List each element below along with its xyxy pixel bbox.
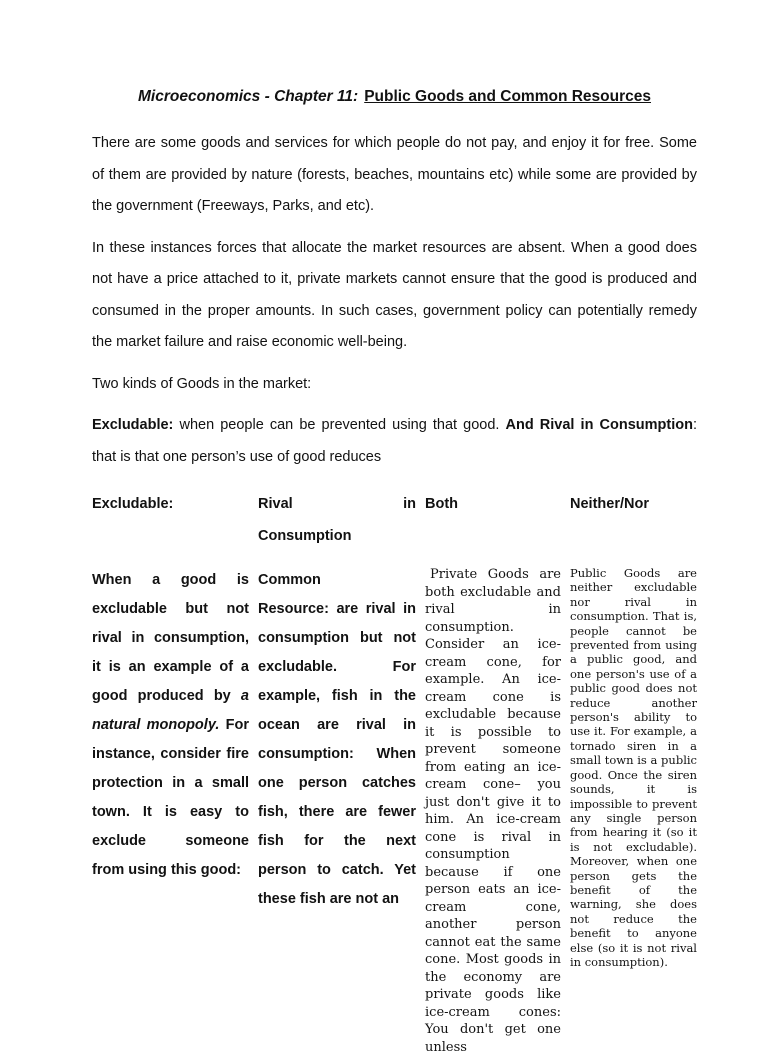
natural-monopoly-term: a natural monopoly. bbox=[92, 688, 249, 733]
term-excludable: Excludable: bbox=[92, 417, 174, 433]
title-course-part: Microeconomics - Chapter 11: bbox=[137, 88, 359, 105]
table-header-neither-nor: Neither/Nor bbox=[570, 496, 649, 512]
definition-excludable-text: when people can be prevented using that good. bbox=[173, 417, 506, 433]
goods-classification-table bbox=[92, 489, 697, 1056]
paragraph-definitions bbox=[92, 410, 697, 473]
table-header-excludable: Excludable: bbox=[92, 496, 174, 512]
definition-rival-text: : that is that one person’s use of good reduces bbox=[92, 417, 697, 465]
cell-natural-monopoly bbox=[92, 566, 249, 1056]
table-header-both: Both bbox=[425, 496, 459, 512]
natural-monopoly-text-before: When a good is excludable but not rival in consumption, it is an example of a good produced by bbox=[92, 572, 249, 704]
common-resource-first-line: Common bbox=[258, 572, 321, 588]
header-rival-line1 bbox=[258, 489, 416, 521]
cell-common-resource bbox=[258, 566, 416, 1056]
common-resource-text: Resource: are rival in consumption but not excludable. For example, fish in the ocean are rival in consumption: When one person catches fish, there are fewer fish for the next person to catch. Yet these fish are not an bbox=[258, 601, 416, 907]
table-header-rival-in-consumption bbox=[258, 489, 416, 552]
natural-monopoly-text-after: For instance, consider fire protection in a small town. It is easy to exclude someone from using this good: bbox=[92, 717, 249, 878]
cell-public-goods: Public Goods are neither excludable nor rival in consumption. That is, people cannot be prevented from using a public good, and one person's use of a public good does not reduce another person's ability to use it. For example, a tornado siren in a small town is a public good. Once the siren sounds, it is impossible to prevent any single person from hearing it (so it is not excludable). Moreover, when one person gets the benefit of the warning, she does not reduce the benefit to anyone else (so it is not rival in consumption). bbox=[570, 566, 697, 969]
paragraph-market-failure: In these instances forces that allocate the market resources are absent. When a good does not have a price attached to it, private markets cannot ensure that the good is produced and consumed in the proper amounts. In such cases, government policy can potentially remedy the market failure and raise economic well-being. bbox=[92, 239, 697, 350]
paragraph-two-kinds: Two kinds of Goods in the market: bbox=[92, 375, 312, 392]
document-title bbox=[92, 86, 697, 108]
header-rival-line2: Consumption bbox=[258, 527, 352, 544]
title-chapter-part: Public Goods and Common Resources bbox=[364, 88, 651, 105]
header-word-in: in bbox=[403, 496, 416, 512]
paragraph-free-goods: There are some goods and services for which people do not pay, and enjoy it for free. Some of them are provided by nature (forests, beaches, mountains etc) while some are provided by the government (Freeways, Parks, and etc). bbox=[92, 135, 697, 214]
cell-private-goods: Private Goods are both excludable and rival in consumption. Consider an ice-cream cone, for example. An ice-cream cone is excludable because it is possible to prevent someone from eating an ice-cream cone– you just don't give it to him. An ice-cream cone is rival in consumption because if one person eats an ice-cream cone, another person cannot eat the same cone. Most goods in the economy are private goods like ice-cream cones: You don't get one unless bbox=[425, 567, 561, 1055]
term-rival-in-consumption: And Rival in Consumption bbox=[505, 417, 693, 433]
header-word-rival: Rival bbox=[258, 496, 293, 512]
